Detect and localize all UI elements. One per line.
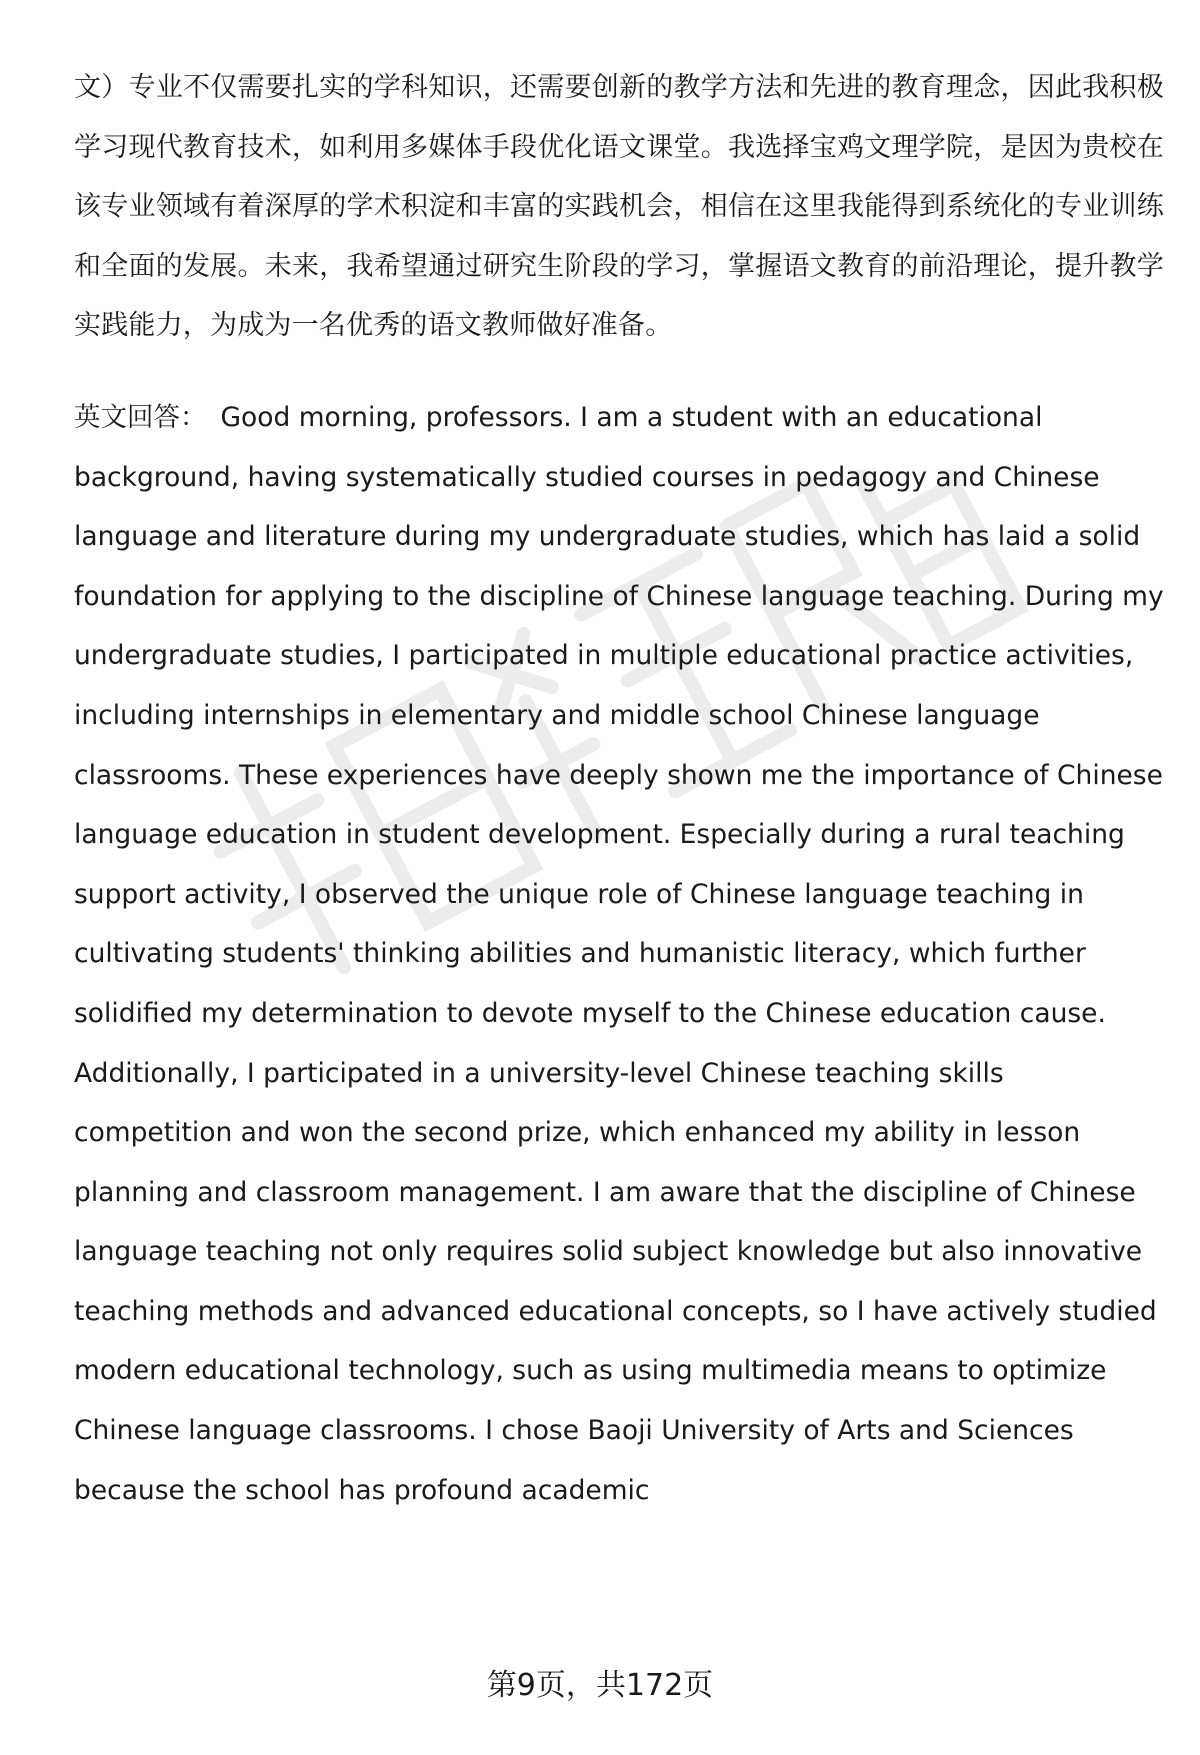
text-body [74, 58, 1164, 1520]
english-answer-label: 英文回答： [74, 401, 207, 433]
chinese-answer-paragraph: 文）专业不仅需要扎实的学科知识，还需要创新的教学方法和先进的教育理念，因此我积极学习现代教育技术，如利用多媒体手段优化语文课堂。我选择宝鸡文理学院，是因为贵校在该专业领域有着深厚的学术积淀和丰富的实践机会，相信在这里我能得到系统化的专业训练和全面的发展。未来，我希望通过研究生阶段的学习，掌握语文教育的前沿理论，提升教学实践能力，为成为一名优秀的语文教师做好准备。 [74, 72, 1164, 342]
english-answer-paragraph [74, 388, 1164, 1520]
english-answer-text: Good morning, professors. I am a student with an educational background, having systematically studied courses in pedagogy and Chinese language and literature during my undergraduate studies, which has laid a solid foundation for applying to the discipline of Chinese language teaching. During my undergraduate studies, I participated in multiple educational practice activities, including internships in elementary and middle school Chinese language classrooms. These experiences have deeply shown me the importance of Chinese language education in student development. Especially during a rural teaching support activity, I observed the unique role of Chinese language teaching in cultivating students' thinking abilities and humanistic literacy, which further solidified my determination to devote myself to the Chinese education cause. Additionally, I participated in a university-level Chinese teaching skills competition and won the second prize, which enhanced my ability in lesson planning and classroom management. I am aware that the discipline of Chinese language teaching not only requires solid subject knowledge but also innovative teaching methods and advanced educational concepts, so I have actively studied modern educational technology, such as using multimedia means to optimize Chinese language classrooms. I chose Baoji University of Arts and Sciences because the school has profound academic [74, 401, 1164, 1506]
page-indicator: 第9页，共172页 [486, 1668, 714, 1703]
